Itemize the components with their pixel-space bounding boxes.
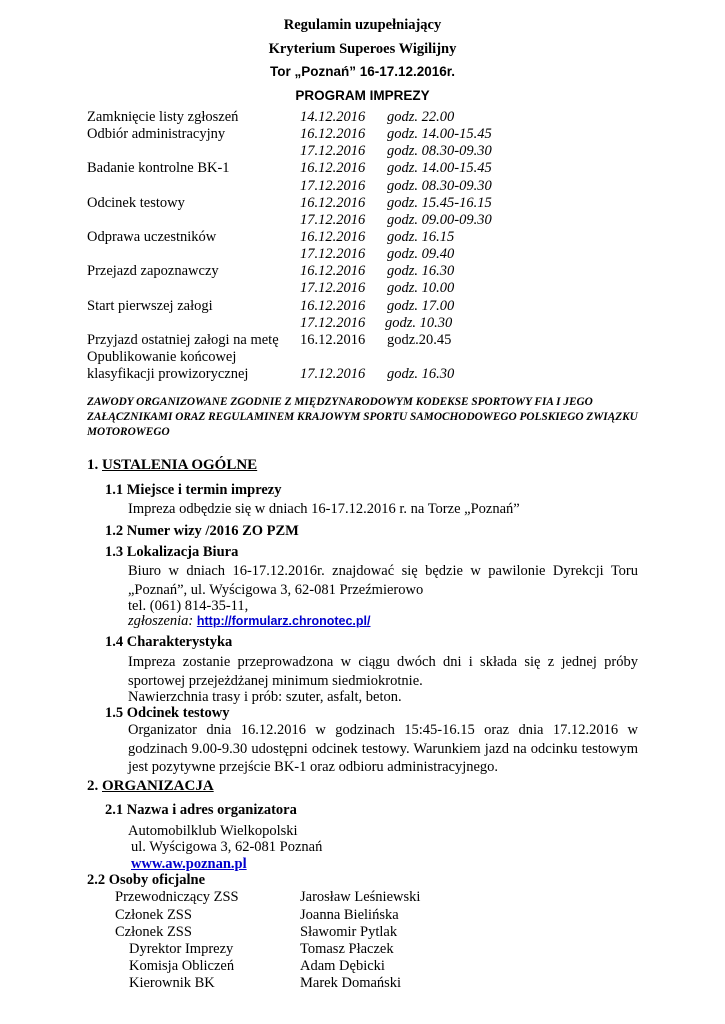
official-role: Komisja Obliczeń: [129, 958, 235, 974]
official-name: Sławomir Pytlak: [300, 924, 398, 940]
official-role: Kierownik BK: [129, 975, 215, 991]
official-role: Członek ZSS: [115, 907, 192, 923]
program-time: godz.20.45: [387, 331, 452, 348]
program-event: Start pierwszej załogi: [87, 297, 213, 314]
organizer-name: Automobilklub Wielkopolski: [128, 823, 298, 839]
program-event: Przejazd zapoznawczy: [87, 263, 219, 280]
program-event: Przyjazd ostatniej załogi na metę: [87, 331, 279, 348]
official-name: Adam Dębicki: [300, 958, 385, 974]
subsection-2-2-title: 2.2 Osoby oficjalne: [87, 872, 206, 888]
official-role: Członek ZSS: [115, 924, 192, 940]
program-time: godz. 09.40: [387, 246, 455, 263]
official-role: Dyrektor Imprezy: [129, 941, 234, 957]
program-time: godz. 14.00-15.45: [387, 126, 492, 143]
official-name: Joanna Bielińska: [300, 907, 399, 923]
program-date: 16.12.2016: [300, 331, 366, 348]
organizer-website-link[interactable]: www.aw.poznan.pl: [131, 856, 247, 872]
office-phone: tel. (061) 814-35-11,: [128, 598, 249, 614]
registration-label: zgłoszenia:: [128, 613, 194, 629]
program-time: godz. 16.15: [387, 228, 455, 245]
program-time: godz. 16.30: [387, 366, 455, 383]
subsection-1-5-text: Organizator dnia 16.12.2016 w godzinach 15:45-16.15 oraz dnia 17.12.2016 w godzinach 9.00-9.30 udostępni odcinek testowy. Warunkiem jazd na odcinku testowym jest pozytywne przejście BK-1 oraz odbioru administracyjnego.: [128, 722, 638, 775]
program-event: Odprawa uczestników: [87, 228, 217, 245]
program-time: godz. 15.45-16.15: [387, 194, 492, 211]
official-name: Marek Domański: [300, 975, 402, 991]
program-date: 17.12.2016: [300, 143, 366, 160]
program-date: 17.12.2016: [300, 366, 366, 383]
section-2-title: ORGANIZACJA: [102, 778, 214, 794]
program-time: godz. 14.00-15.45: [387, 160, 492, 177]
fia-statement: ZAWODY ORGANIZOWANE ZGODNIE Z MIĘDZYNARODOWYM KODEKSE SPORTOWY FIA I JEGO ZAŁĄCZNIKAMI ORAZ REGULAMINEM KRAJOWYM SPORTU SAMOCHODOWEGO POLSKIEGO ZWIĄZKU MOTOROWEGO: [87, 396, 638, 438]
section-2-heading: [87, 778, 214, 795]
program-date: 16.12.2016: [300, 160, 366, 177]
section-1-heading: [87, 457, 257, 474]
program-event: klasyfikacji prowizorycznej: [87, 366, 249, 383]
program-date: 16.12.2016: [300, 228, 366, 245]
program-date: 17.12.2016: [300, 314, 366, 331]
subsection-2-1-title: 2.1 Nazwa i adres organizatora: [105, 802, 297, 818]
program-time: godz. 10.30: [385, 314, 453, 331]
subsection-1-2-title: 1.2 Numer wizy /2016 ZO PZM: [105, 523, 299, 539]
program-time: godz. 08.30-09.30: [387, 143, 492, 160]
organizer-address: ul. Wyścigowa 3, 62-081 Poznań: [131, 839, 323, 855]
program-date: 17.12.2016: [300, 211, 366, 228]
program-date: 17.12.2016: [300, 246, 366, 263]
program-date: 16.12.2016: [300, 263, 366, 280]
subsection-1-1-title: 1.1 Miejsce i termin imprezy: [105, 482, 282, 498]
official-name: Jarosław Leśniewski: [300, 889, 421, 905]
subsection-1-1-text: Impreza odbędzie się w dniach 16-17.12.2016 r. na Torze „Poznań”: [128, 501, 520, 517]
official-name: Tomasz Płaczek: [300, 941, 394, 957]
program-date: 14.12.2016: [300, 109, 366, 125]
program-time: godz. 22.00: [387, 109, 455, 125]
program-time: godz. 09.00-09.30: [387, 211, 492, 228]
program-time: godz. 17.00: [387, 297, 455, 314]
program-event: Opublikowanie końcowej: [87, 348, 237, 365]
registration-link[interactable]: http://formularz.chronotec.pl/: [196, 614, 371, 628]
official-role: Przewodniczący ZSS: [115, 889, 239, 905]
program-date: 16.12.2016: [300, 194, 366, 211]
program-event: Odbiór administracyjny: [87, 126, 226, 143]
program-time: godz. 08.30-09.30: [387, 177, 492, 194]
program-date: 17.12.2016: [300, 280, 366, 297]
program-event: Odcinek testowy: [87, 194, 185, 211]
program-event: Badanie kontrolne BK-1: [87, 160, 230, 177]
header-line-1: Regulamin uzupełniający: [283, 17, 442, 33]
subsection-1-4-text: Impreza zostanie przeprowadzona w ciągu dwóch dni i składa się z jednej próby sportowej przejeżdżanej minimum siedmiokrotnie.: [128, 654, 638, 689]
header-line-3: Tor „Poznań” 16-17.12.2016r.: [269, 64, 456, 79]
organizer-website: [131, 855, 247, 874]
program-date: 16.12.2016: [300, 126, 366, 143]
section-1-title: USTALENIA OGÓLNE: [102, 457, 258, 473]
program-date: 17.12.2016: [300, 177, 366, 194]
program-event: Zamknięcie listy zgłoszeń: [87, 109, 239, 125]
section-1-number: 1.: [87, 457, 99, 473]
program-date: 16.12.2016: [300, 297, 366, 314]
subsection-1-3-text: Biuro w dniach 16-17.12.2016r. znajdować się będzie w pawilonie Dyrekcji Toru „Poznań”, ul. Wyścigowa 3, 62-081 Przeźmierowo: [128, 563, 638, 598]
track-surface: Nawierzchnia trasy i prób: szuter, asfalt, beton.: [128, 689, 402, 705]
subsection-1-4-title: 1.4 Charakterystyka: [105, 634, 233, 650]
subsection-1-3-title: 1.3 Lokalizacja Biura: [105, 544, 239, 560]
header-line-2: Kryterium Superoes Wigilijny: [268, 41, 457, 57]
registration-line: [128, 612, 370, 631]
program-time: godz. 10.00: [387, 280, 455, 297]
subsection-1-5-title: 1.5 Odcinek testowy: [105, 705, 230, 721]
section-2-number: 2.: [87, 778, 99, 794]
program-title: PROGRAM IMPREZY: [295, 88, 430, 103]
program-time: godz. 16.30: [387, 263, 455, 280]
